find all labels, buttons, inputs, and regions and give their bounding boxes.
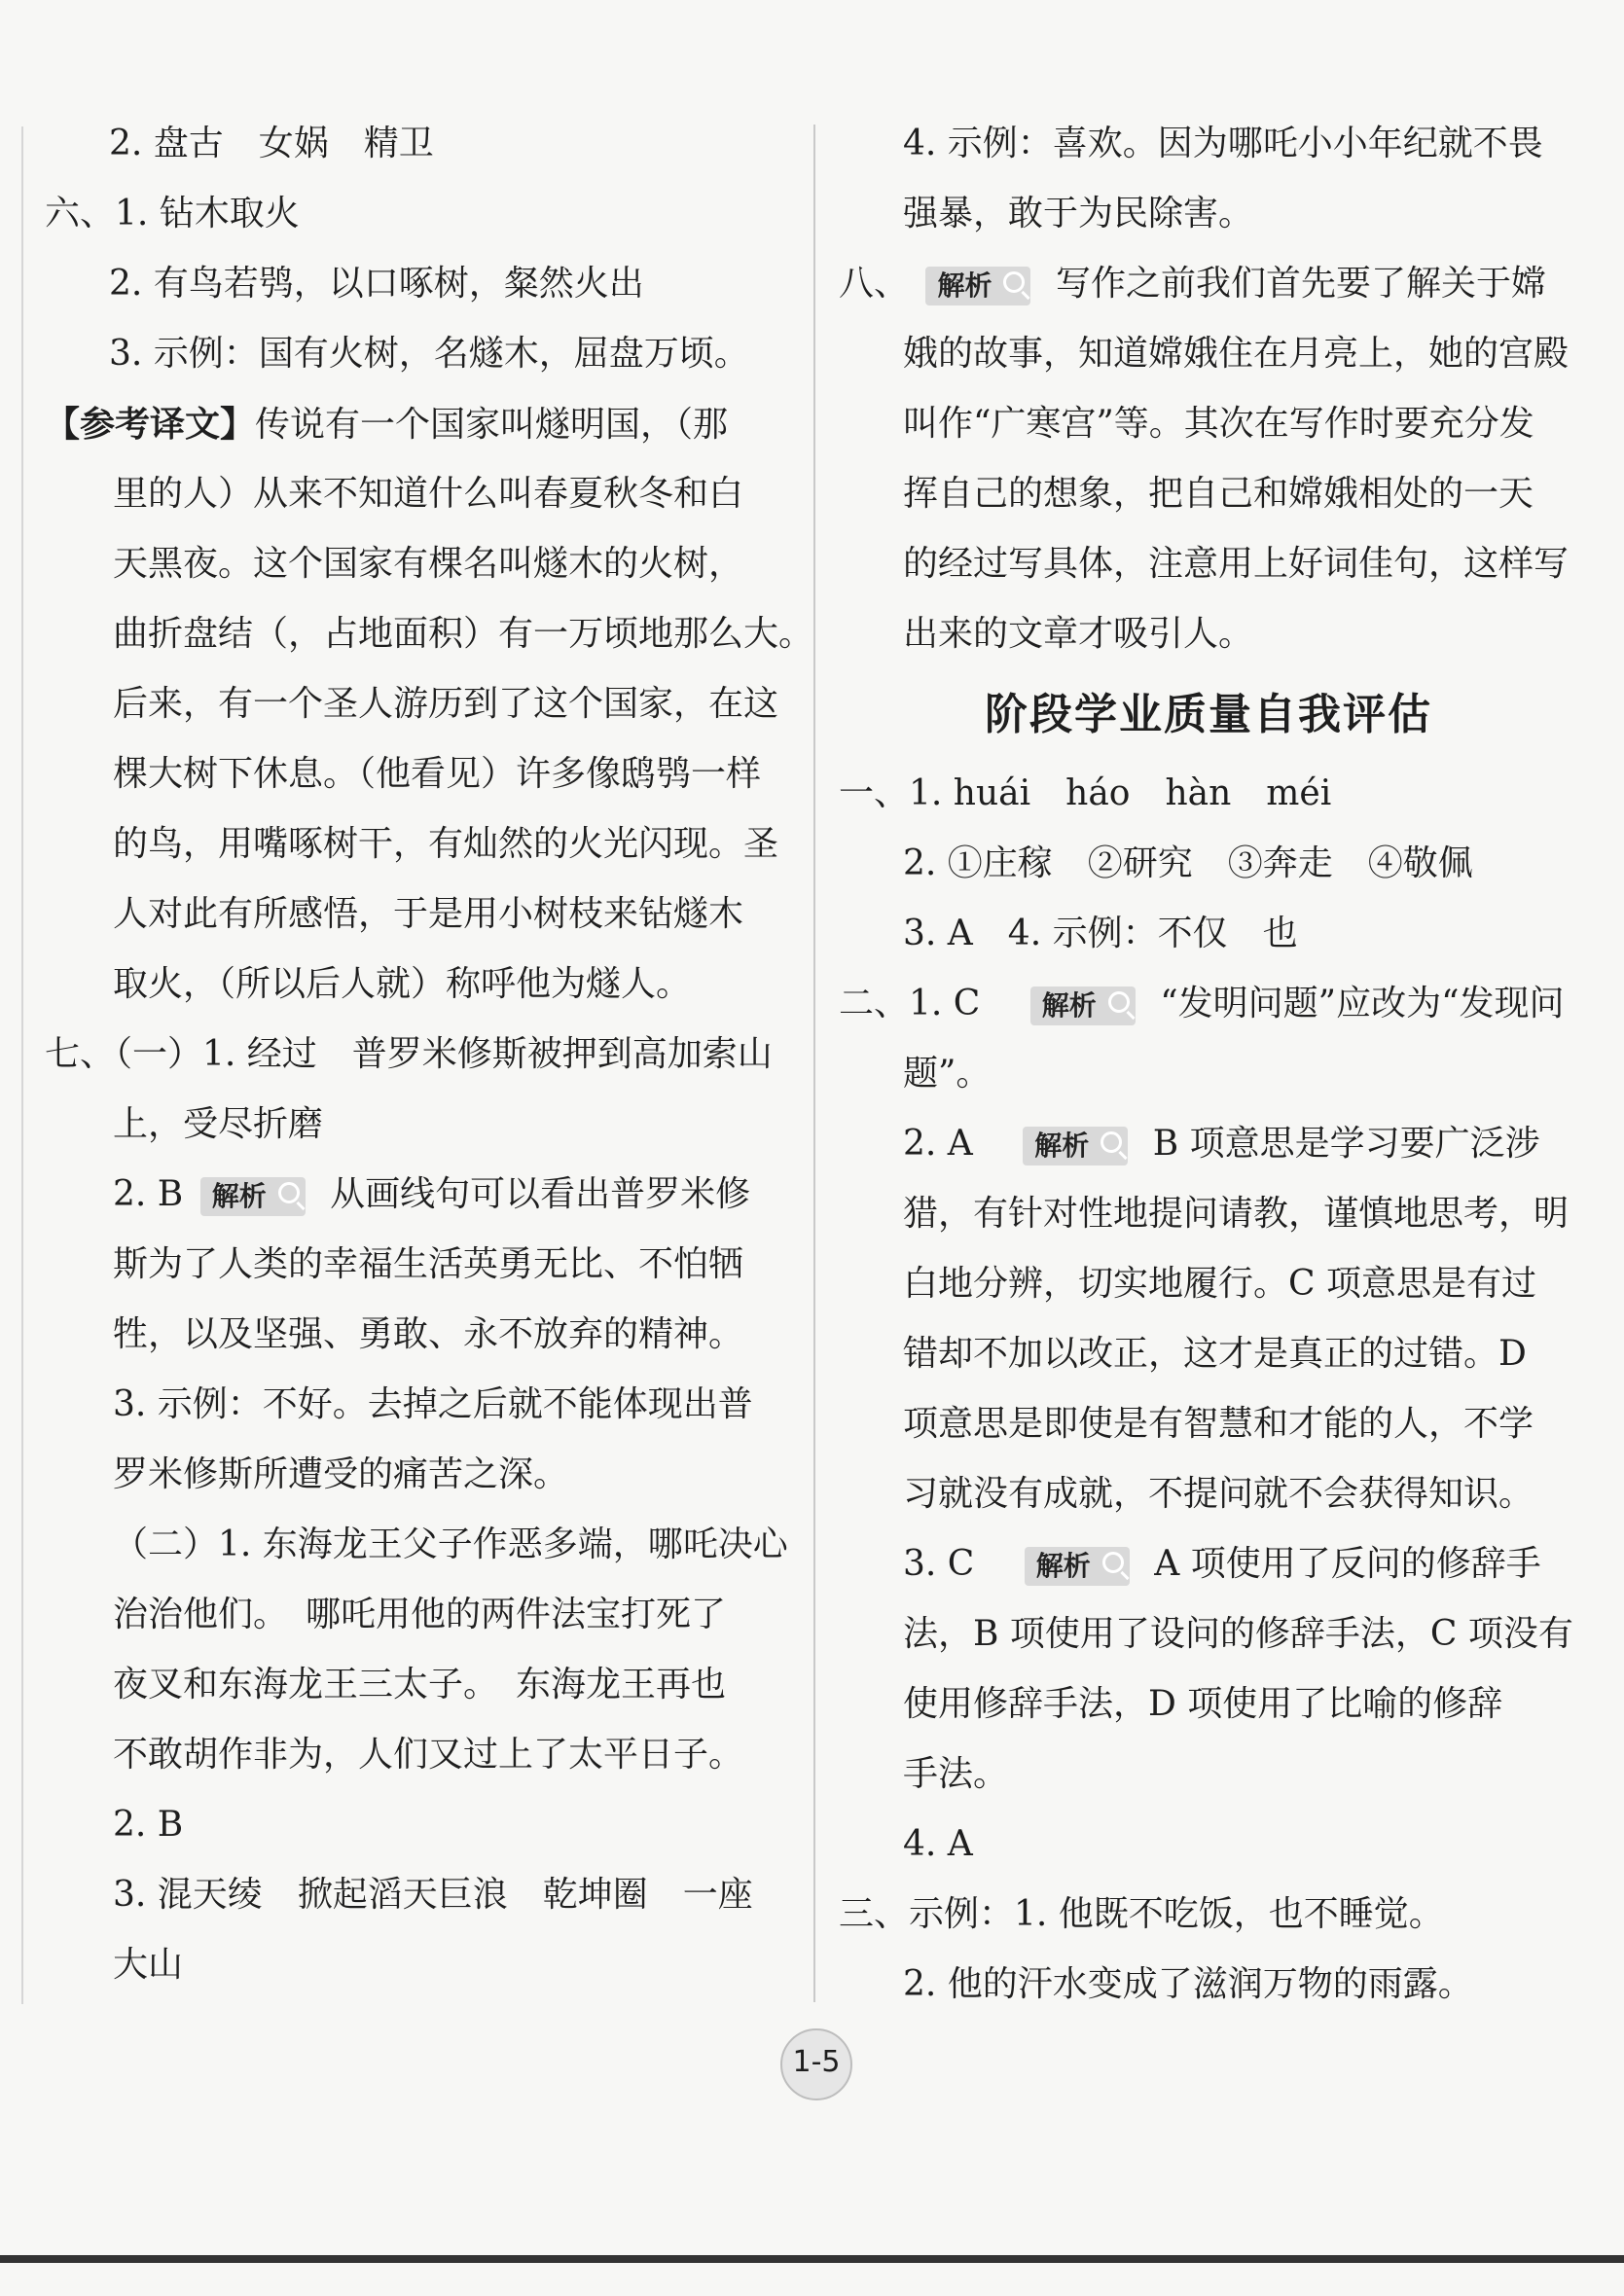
analysis-tag-label: 解析 bbox=[1035, 1550, 1091, 1582]
answer-line: 挥自己的想象，把自己和嫦娥相处的一天 bbox=[903, 474, 1534, 514]
section-number: 八、 bbox=[839, 264, 910, 304]
answer-line: 牲，以及坚强、勇敢、永不放弃的精神。 bbox=[113, 1314, 744, 1354]
answer-line: 罗米修斯所遭受的痛苦之深。 bbox=[113, 1454, 569, 1494]
analysis-tag bbox=[1030, 987, 1136, 1025]
answer-line: 七、（一）1. 经过 普罗米修斯被押到高加索山 bbox=[45, 1034, 773, 1074]
analysis-text: B 项意思是学习要广泛涉 bbox=[1152, 1124, 1540, 1164]
answer-line: 题”。 bbox=[903, 1054, 992, 1094]
answer-line: 大山 bbox=[113, 1945, 184, 1985]
answer-line: 3. 示例：国有火树，名燧木，屈盘万顷。 bbox=[109, 334, 749, 374]
reference-translation-label: 【参考译文】 bbox=[45, 404, 256, 445]
answer-line: 娥的故事，知道嫦娥住在月亮上，她的宫殿 bbox=[903, 334, 1570, 374]
translation-line: 后来，有一个圣人游历到了这个国家，在这 bbox=[113, 684, 779, 724]
bottom-border bbox=[0, 2255, 1624, 2263]
answer-line bbox=[839, 255, 1578, 313]
translation-line: 里的人）从来不知道什么叫春夏秋冬和白 bbox=[113, 474, 744, 514]
answer-line bbox=[839, 1115, 1578, 1173]
answer-line: 3. A 4. 示例：不仅 也 bbox=[903, 914, 1298, 953]
answer-line: 的经过写具体，注意用上好词佳句，这样写 bbox=[903, 544, 1570, 584]
answer-line: （二）1. 东海龙王父子作恶多端，哪吒决心 bbox=[113, 1525, 788, 1564]
translation-line: 的鸟，用嘴啄树干，有灿然的火光闪现。圣 bbox=[113, 824, 779, 864]
answer-line: 法，B 项使用了设问的修辞手法，C 项没有 bbox=[903, 1614, 1573, 1654]
analysis-tag bbox=[1025, 1547, 1130, 1586]
answer-line: 夜叉和东海龙王三太子。 东海龙王再也 bbox=[113, 1665, 727, 1704]
analysis-tag-label: 解析 bbox=[937, 269, 992, 302]
answer-line: 2. B bbox=[113, 1805, 184, 1845]
answer-line: 上，受尽折磨 bbox=[113, 1104, 324, 1144]
answer-line: 六、1. 钻木取火 bbox=[45, 194, 300, 233]
answer-line: 3. 示例：不好。去掉之后就不能体现出普 bbox=[113, 1384, 753, 1424]
answer-line: 强暴，敢于为民除害。 bbox=[903, 194, 1254, 233]
analysis-text: 从画线句可以看出普罗米修 bbox=[330, 1174, 751, 1214]
answer-number: 3. C bbox=[903, 1544, 975, 1584]
answer-number: 2. A bbox=[903, 1124, 973, 1164]
translation-line: 人对此有所感悟，于是用小树枝来钻燧木 bbox=[113, 894, 744, 934]
answer-line: 治治他们。 哪吒用他的两件法宝打死了 bbox=[113, 1595, 727, 1634]
translation-line: 曲折盘结（，占地面积）有一万顷地那么大。 bbox=[113, 614, 814, 654]
analysis-tag bbox=[925, 267, 1030, 305]
answer-line: 错却不加以改正，这才是真正的过错。D bbox=[903, 1334, 1527, 1374]
answer-line: 猎，有针对性地提问请教，谨慎地思考，明 bbox=[903, 1194, 1570, 1234]
section-heading: 阶段学业质量自我评估 bbox=[985, 690, 1432, 739]
answer-line: 2. 盘古 女娲 精卫 bbox=[109, 124, 434, 163]
answer-line: 2. 有鸟若鸮，以口啄树，粲然火出 bbox=[109, 264, 644, 304]
margin-rule bbox=[21, 126, 23, 2004]
answer-number: 二、1. C bbox=[839, 984, 981, 1023]
translation-line: 取火，（所以后人就）称呼他为燧人。 bbox=[113, 964, 692, 1004]
column-divider bbox=[813, 125, 815, 2002]
answer-line: 三、示例：1. 他既不吃饭，也不睡觉。 bbox=[839, 1894, 1444, 1934]
answer-line bbox=[45, 395, 799, 453]
answer-line: 手法。 bbox=[903, 1754, 1009, 1794]
answer-line: 一、1. huái háo hàn méi bbox=[839, 773, 1332, 813]
analysis-tag bbox=[1023, 1127, 1128, 1166]
magnifier-icon bbox=[1101, 1131, 1122, 1153]
answer-line: 项意思是即使是有智慧和才能的人，不学 bbox=[903, 1404, 1534, 1444]
answer-line: 不敢胡作非为，人们又过上了太平日子。 bbox=[113, 1735, 744, 1775]
answer-line: 习就没有成就，不提问就不会获得知识。 bbox=[903, 1474, 1534, 1514]
magnifier-icon bbox=[1102, 1552, 1124, 1573]
translation-line: 天黑夜。这个国家有棵名叫燧木的火树， bbox=[113, 544, 744, 584]
answer-line: 3. 混天绫 掀起滔天巨浪 乾坤圈 一座 bbox=[113, 1875, 753, 1915]
magnifier-icon bbox=[1108, 991, 1130, 1013]
answer-line: 使用修辞手法，D 项使用了比喻的修辞 bbox=[903, 1684, 1503, 1724]
analysis-tag-label: 解析 bbox=[211, 1180, 267, 1212]
answer-line bbox=[45, 1166, 799, 1224]
answer-line: 4. A bbox=[903, 1824, 973, 1864]
translation-line: 棵大树下休息。（他看见）许多像鸱鸮一样 bbox=[113, 754, 762, 794]
answer-line bbox=[839, 975, 1578, 1033]
answer-line bbox=[839, 1535, 1578, 1594]
answer-line: 出来的文章才吸引人。 bbox=[903, 614, 1254, 654]
magnifier-icon bbox=[1003, 271, 1025, 293]
analysis-text: “发明问题”应改为“发现问 bbox=[1160, 984, 1565, 1023]
analysis-text: A 项使用了反问的修辞手 bbox=[1154, 1544, 1541, 1584]
answer-line: 2. 他的汗水变成了滋润万物的雨露。 bbox=[903, 1964, 1473, 2004]
page-number: 1-5 bbox=[780, 2028, 852, 2100]
translation-text: 传说有一个国家叫燧明国，（那 bbox=[255, 405, 729, 445]
magnifier-icon bbox=[278, 1182, 300, 1203]
analysis-tag-label: 解析 bbox=[1041, 989, 1097, 1022]
answer-line: 斯为了人类的幸福生活英勇无比、不怕牺 bbox=[113, 1244, 744, 1284]
answer-line: 叫作“广寒宫”等。其次在写作时要充分发 bbox=[903, 404, 1534, 444]
analysis-tag bbox=[200, 1177, 306, 1216]
answer-line: 2. ①庄稼 ②研究 ③奔走 ④敬佩 bbox=[903, 843, 1473, 883]
analysis-text: 写作之前我们首先要了解关于嫦 bbox=[1055, 264, 1546, 304]
analysis-tag-label: 解析 bbox=[1034, 1130, 1090, 1162]
answer-number: 2. B bbox=[113, 1174, 184, 1214]
answer-line: 白地分辨，切实地履行。C 项意思是有过 bbox=[903, 1264, 1536, 1304]
answer-line: 4. 示例：喜欢。因为哪吒小小年纪就不畏 bbox=[903, 124, 1543, 163]
